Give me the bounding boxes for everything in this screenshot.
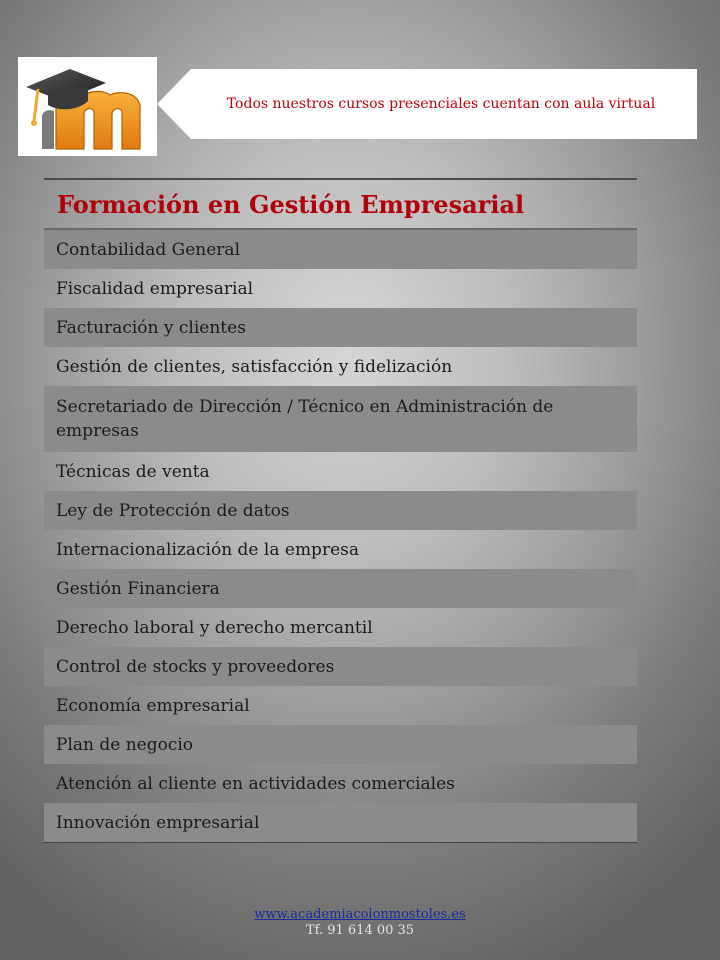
course-row: Fiscalidad empresarial: [56, 278, 254, 299]
moodle-m-graduation-cap-icon: [18, 57, 157, 156]
moodle-logo: [18, 57, 157, 156]
course-row: Secretariado de Dirección / Técnico en Administración de empresas: [44, 386, 637, 452]
footer: [0, 907, 720, 938]
banner-text: Todos nuestros cursos presenciales cuentan con aula virtual: [226, 96, 656, 112]
phone-number: Tf. 91 614 00 35: [305, 923, 415, 938]
course-row: Gestión de clientes, satisfacción y fidelización: [56, 356, 453, 377]
course-table: [44, 178, 637, 843]
announcement-banner: [157, 69, 697, 139]
course-row: Contabilidad General: [44, 230, 637, 269]
table-title: Formación en Gestión Empresarial: [44, 180, 637, 230]
course-row: Innovación empresarial: [44, 803, 637, 842]
course-row: Derecho laboral y derecho mercantil: [56, 617, 373, 638]
course-row: Atención al cliente en actividades comerciales: [56, 773, 455, 794]
course-row: Control de stocks y proveedores: [44, 647, 637, 686]
course-row: Economía empresarial: [56, 695, 250, 716]
course-row: Internacionalización de la empresa: [56, 539, 359, 560]
website-link[interactable]: www.academiacolonmostoles.es: [254, 907, 466, 922]
course-row: Plan de negocio: [44, 725, 637, 764]
course-row: Gestión Financiera: [44, 569, 637, 608]
course-row: Facturación y clientes: [44, 308, 637, 347]
course-row: Técnicas de venta: [56, 461, 210, 482]
course-row: Ley de Protección de datos: [44, 491, 637, 530]
